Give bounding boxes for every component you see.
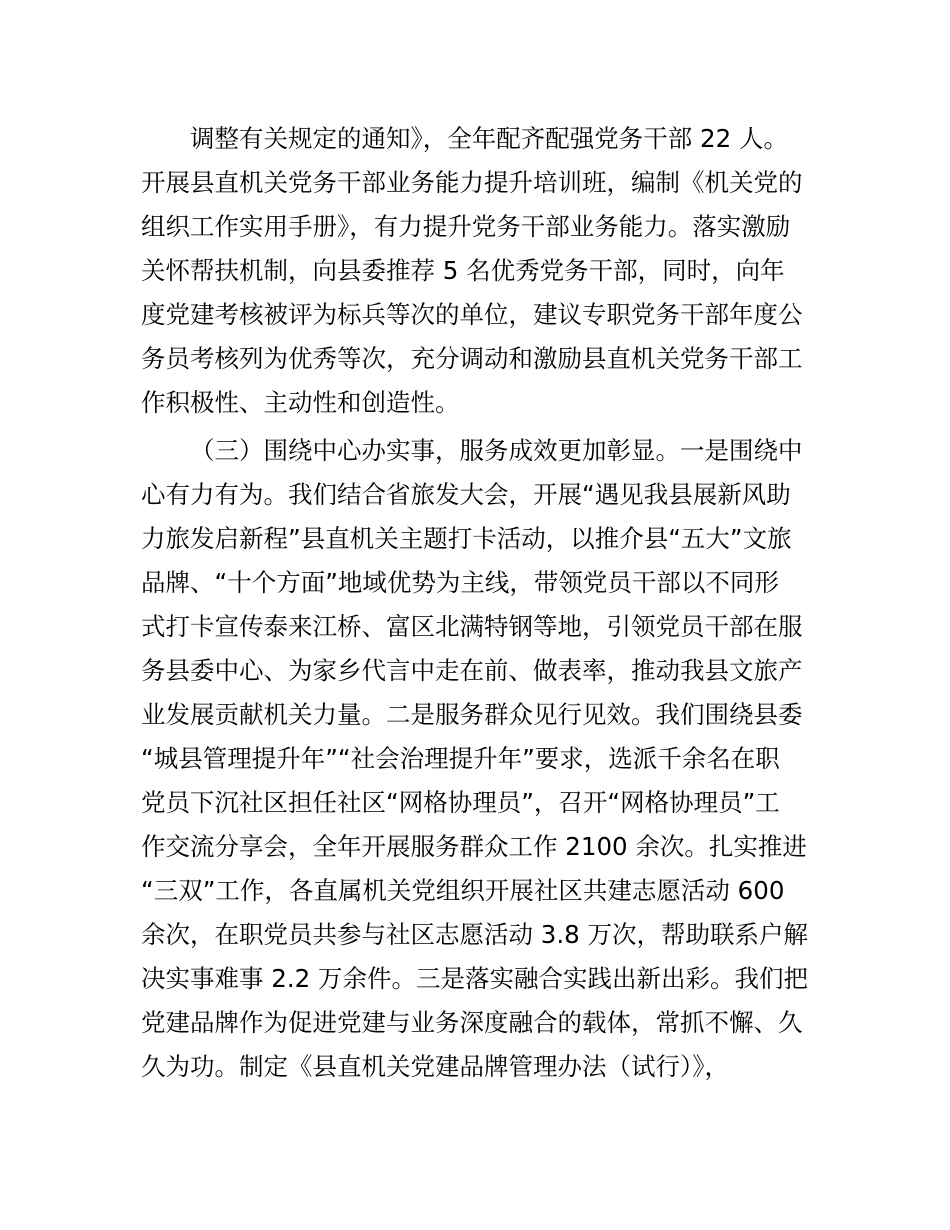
paragraph-2-line: 党员下沉社区担任社区“网格协理员”，召开“网格协理员”工 (141, 788, 780, 817)
paragraph-1-line: 关怀帮扶机制，向县委推荐 5 名优秀党务干部，同时，向年 (141, 256, 785, 285)
paragraph-2-line: 党建品牌作为促进党建与业务深度融合的载体，常抓不懈、久 (141, 1008, 803, 1037)
paragraph-2-line: 式打卡宣传泰来江桥、富区北满特钢等地，引领党员干部在服 (141, 612, 803, 641)
paragraph-2-line: 决实事难事 2.2 万余件。三是落实融合实践出新出彩。我们把 (141, 964, 809, 993)
paragraph-2-line: 业发展贡献机关力量。二是服务群众见行见效。我们围绕县委 (141, 700, 803, 729)
paragraph-2-line: 力旅发启新程”县直机关主题打卡活动，以推介县“五大”文旅 (141, 524, 792, 553)
paragraph-2 (141, 429, 821, 1089)
paragraph-1-line: 务员考核列为优秀等次，充分调动和激励县直机关党务干部工 (141, 344, 803, 373)
paragraph-2-line: 久为功。制定《县直机关党建品牌管理办法（试行）》， (141, 1052, 729, 1081)
paragraph-2-line: “城县管理提升年”“社会治理提升年”要求，选派千余名在职 (141, 744, 780, 773)
paragraph-1-line: 度党建考核被评为标兵等次的单位，建议专职党务干部年度公 (141, 300, 803, 329)
paragraph-2-line: 心有力有为。我们结合省旅发大会，开展“遇见我县展新风助 (141, 480, 791, 509)
paragraph-1 (141, 117, 821, 425)
paragraph-1-line: 组织工作实用手册》，有力提升党务干部业务能力。落实激励 (141, 212, 791, 241)
paragraph-2-line: 品牌、“十个方面”地域优势为主线，带领党员干部以不同形 (141, 568, 779, 597)
paragraph-1-line: 开展县直机关党务干部业务能力提升培训班，编制《机关党的 (141, 168, 803, 197)
paragraph-1-line: 调整有关规定的通知》，全年配齐配强党务干部 22 人。 (190, 124, 788, 153)
paragraph-2-line: 余次，在职党员共参与社区志愿活动 3.8 万次，帮助联系户解 (141, 920, 809, 949)
paragraph-2-line: “三双”工作，各直属机关党组织开展社区共建志愿活动 600 (141, 876, 785, 905)
paragraph-2-line: （三）围绕中心办实事，服务成效更加彰显。一是围绕中 (190, 436, 803, 465)
paragraph-2-line: 作交流分享会，全年开展服务群众工作 2100 余次。扎实推进 (141, 832, 807, 861)
paragraph-1-line: 作积极性、主动性和创造性。 (141, 388, 460, 417)
paragraph-2-line: 务县委中心、为家乡代言中走在前、做表率，推动我县文旅产 (141, 656, 803, 685)
